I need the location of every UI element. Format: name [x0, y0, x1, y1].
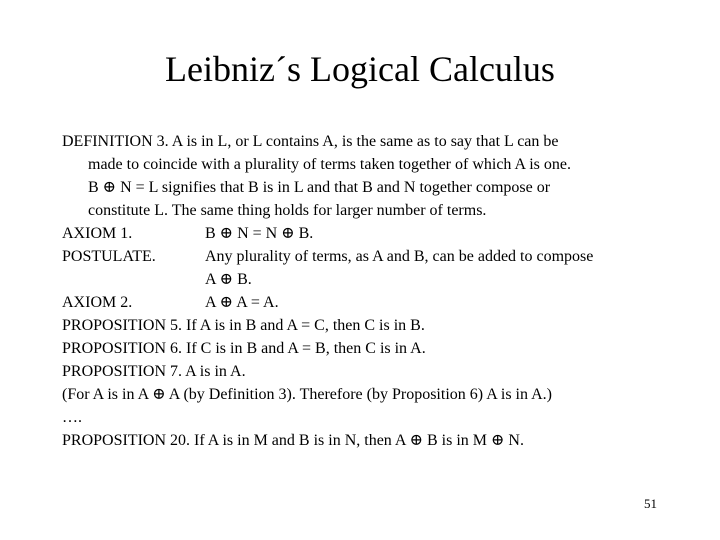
postulate	[62, 245, 702, 268]
definition-3-line-4: constitute L. The same thing holds for larger number of terms.	[88, 202, 487, 219]
postulate-continuation: A ⊕ B.	[205, 271, 252, 288]
axiom-1	[62, 222, 702, 245]
proposition-5: PROPOSITION 5. If A is in B and A = C, then C is in B.	[62, 317, 425, 334]
definition-3-line-1: DEFINITION 3. A is in L, or L contains A, is the same as to say that L can be	[62, 133, 559, 150]
postulate-label: POSTULATE.	[62, 248, 156, 265]
ellipsis: ….	[62, 409, 82, 426]
definition-3-line-3: B ⊕ N = L signifies that B is in L and that B and N together compose or	[88, 179, 551, 196]
axiom-2	[62, 291, 702, 314]
proposition-7-proof: (For A is in A ⊕ A (by Definition 3). Therefore (by Proposition 6) A is in A.)	[62, 386, 552, 403]
proposition-7: PROPOSITION 7. A is in A.	[62, 363, 246, 380]
axiom-1-label: AXIOM 1.	[62, 225, 133, 242]
axiom-2-text: A ⊕ A = A.	[205, 294, 279, 311]
page-number: 51	[644, 496, 657, 511]
definition-3-line-2: made to coincide with a plurality of terms taken together of which A is one.	[88, 156, 571, 173]
slide-body	[62, 130, 702, 452]
proposition-6: PROPOSITION 6. If C is in B and A = B, then C is in A.	[62, 340, 426, 357]
postulate-text: Any plurality of terms, as A and B, can be added to compose	[205, 248, 594, 265]
axiom-1-text: B ⊕ N = N ⊕ B.	[205, 225, 314, 242]
axiom-2-label: AXIOM 2.	[62, 294, 133, 311]
slide-title: Leibniz´s Logical Calculus	[165, 49, 555, 89]
proposition-20: PROPOSITION 20. If A is in M and B is in N, then A ⊕ B is in M ⊕ N.	[62, 432, 524, 449]
